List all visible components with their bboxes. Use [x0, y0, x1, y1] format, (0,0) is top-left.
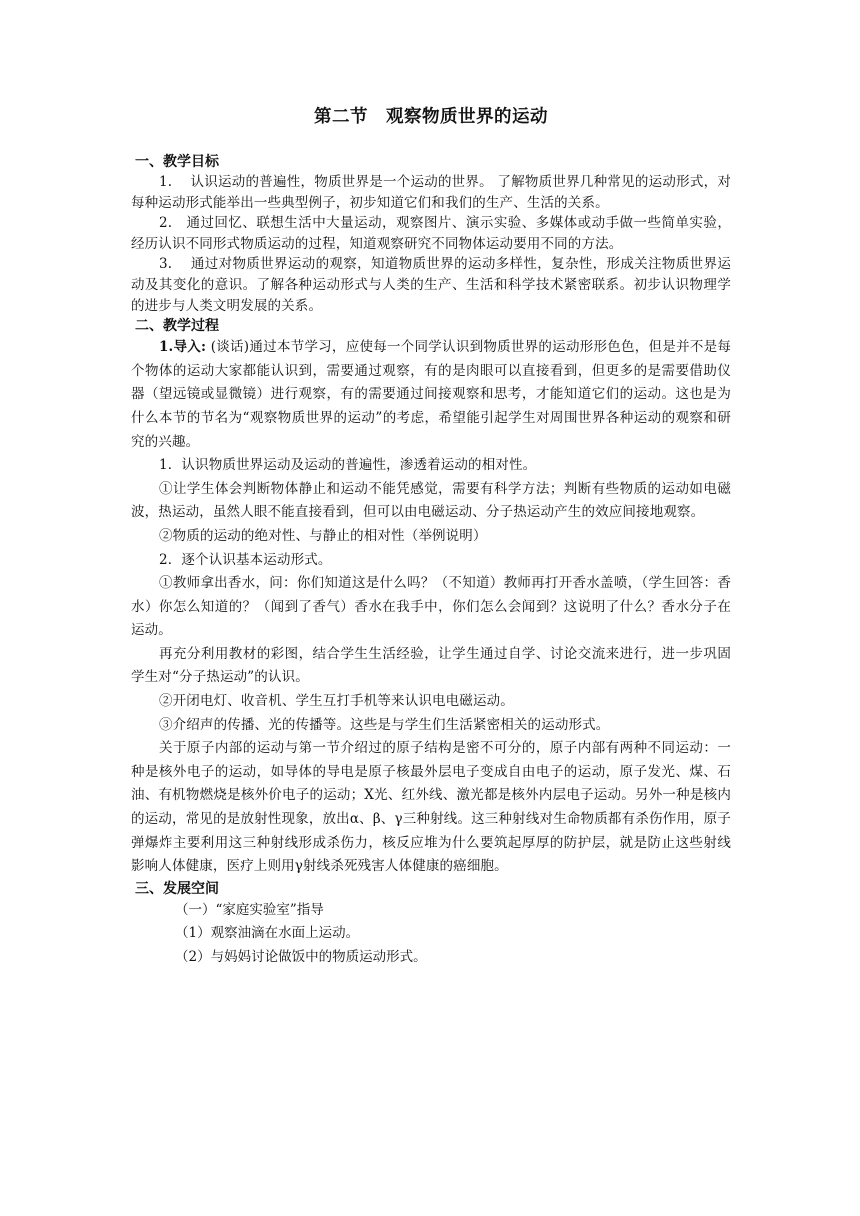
intro-label: 1.导入: [159, 339, 207, 356]
list-item: （2）与妈妈讨论做饭中的物质运动形式。 [175, 949, 427, 965]
goal-item-1: 1. 认识运动的普遍性，物质世界是一个运动的世界。 了解物质世界几种常见的运动形式，对每种运动形式能举出一些典型例子，初步知道它们和我们的生产、生活的关系。 [131, 174, 731, 211]
process-paragraph: 再充分利用教材的彩图，结合学生生活经验，让学生通过自学、讨论交流来进行，进一步巩固学生对“分子热运动”的认识。 [131, 645, 731, 686]
section-teaching-process [131, 316, 731, 879]
intro-text: (谈话)通过本节学习，应使每一个同学认识到物质世界的运动形形色色，但是并不是每个物体的运动大家都能认识到，需要通过观察，有的是肉眼可以直接看到，但更多的是需要借助仪器（望远镜或显微镜）进行观察，有的需要通过间接观察和思考，才能知道它们的运动。这也是为什么本节的节名为“观察物质世界的运动”的考虑，希望能引起学生对周围世界各种运动的观察和研究的兴趣。 [131, 339, 732, 450]
process-paragraph: ③介绍声的传播、光的传播等。这些是与学生们生活紧密相关的运动形式。 [159, 716, 610, 733]
goal-item-3: 3. 通过对物质世界运动的观察，知道物质世界的运动多样性，复杂性，形成关注物质世界运动及其变化的意识。了解各种运动形式与人类的生产、生活和科学技术紧密联系。初步认识物理学的进步与人类文明发展的关系。 [131, 256, 731, 314]
page-title: 第二节 观察物质世界的运动 [314, 107, 548, 127]
process-paragraph: ②物质的运动的绝对性、与静止的相对性（举例说明） [159, 527, 487, 544]
process-paragraph: ①让学生体会判断物体静止和运动不能凭感觉，需要有科学方法；判断有些物质的运动如电磁波，热运动，虽然人眼不能直接看到，但可以由电磁运动、分子热运动产生的效应间接地观察。 [131, 480, 731, 521]
process-paragraph: ②开闭电灯、收音机、学生互打手机等来认识电电磁运动。 [159, 693, 514, 710]
process-paragraph: ①教师拿出香水，问：你们知道这是什么吗？（不知道）教师再打开香水盖喷，（学生回答：香水）你怎么知道的？（闻到了香气）香水在我手中，你们怎么会闻到？这说明了什么？香水分子在运动。 [131, 575, 731, 639]
section-heading: 二、教学过程 [135, 318, 219, 335]
process-paragraph: 2．逐个认识基本运动形式。 [159, 551, 332, 568]
document-content [131, 104, 731, 970]
section-heading: 一、教学目标 [135, 154, 219, 170]
intro-paragraph [131, 336, 731, 454]
home-lab-subheading: （一）“家庭实验室”指导 [175, 901, 324, 918]
process-paragraph: 关于原子内部的运动与第一节介绍过的原子结构是密不可分的，原子内部有两种不同运动：一种是核外电子的运动，如导体的导电是原子核最外层电子变成自由电子的运动，原子发光、煤、石油、有机物燃烧是核外价电子的运动；X光、红外线、激光都是核外内层电子运动。另外一种是核内的运动，常见的是放射性现象，放出α、β、γ三种射线。这三种射线对生命物质都有杀伤作用，原子弹爆炸主要利用这三种射线形成杀伤力，核反应堆为什么要筑起厚厚的防护层，就是防止这些射线影响人体健康，医疗上则用γ射线杀死残害人体健康的癌细胞。 [131, 740, 731, 875]
section-development [131, 879, 731, 970]
list-item: （1）观察油滴在水面上运动。 [175, 925, 360, 942]
section-heading: 三、发展空间 [135, 880, 219, 897]
section-teaching-goals [131, 152, 731, 316]
goal-item-2: 2. 通过回忆、联想生活中大量运动，观察图片、演示实验、多媒体或动手做一些简单实验，经历认识不同形式物质运动的过程，知道观察研究不同物体运动要用不同的方法。 [131, 215, 731, 252]
process-paragraph: 1．认识物质世界运动及运动的普遍性，渗透着运动的相对性。 [159, 457, 537, 474]
